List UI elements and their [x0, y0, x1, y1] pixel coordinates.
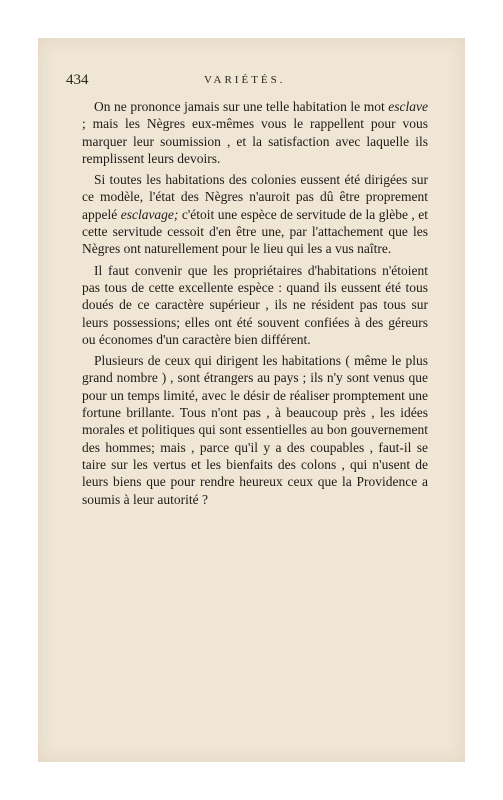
- page-header: [66, 72, 426, 90]
- paragraph: Plusieurs de ceux qui dirigent les habitations ( même le plus grand nombre ) , sont étrangers au pays ; ils n'y sont venus que pour un temps limité, avec le désir de réaliser promptement une fortune brillante. Tous n'ont pas , à beaucoup près , les idées morales et politiques qui sont essentielles au bon gouvernement des hommes; mais , parce qu'il y a des coupables , faut-il se taire sur les vertus et les bienfaits des colons , qui n'usent de leurs biens que pour rendre heureux ceux que la Providence a soumis à leur autorité ?: [82, 353, 428, 507]
- page-number: 434: [66, 72, 89, 88]
- running-head: VARIÉTÉS.: [204, 74, 286, 86]
- paragraph: On ne prononce jamais sur une telle habitation le mot esclave ; mais les Nègres eux-mêmes vous le rappellent pour vous marquer leur soumission , et la satisfaction avec laquelle ils remplissent leurs devoirs.: [82, 99, 428, 166]
- paragraph: Si toutes les habitations des colonies eussent été dirigées sur ce modèle, l'état des Nègres n'auroit pas dû être proprement appelé esclavage; c'étoit une espèce de servitude de la glèbe , et cette servitude cessoit d'en être une, par l'attachement que les Nègres ont naturellement pour le lieu qui les a vus naître.: [82, 172, 428, 257]
- paragraph: Il faut convenir que les propriétaires d'habitations n'étoient pas tous de cette excellente espèce : quand ils eussent été tous doués de ce caractère supérieur , ils ne résident pas tous sur leurs possessions; elles ont été souvent confiées à des géreurs ou économes d'un caractère bien différent.: [82, 262, 428, 347]
- body-text: [82, 98, 428, 512]
